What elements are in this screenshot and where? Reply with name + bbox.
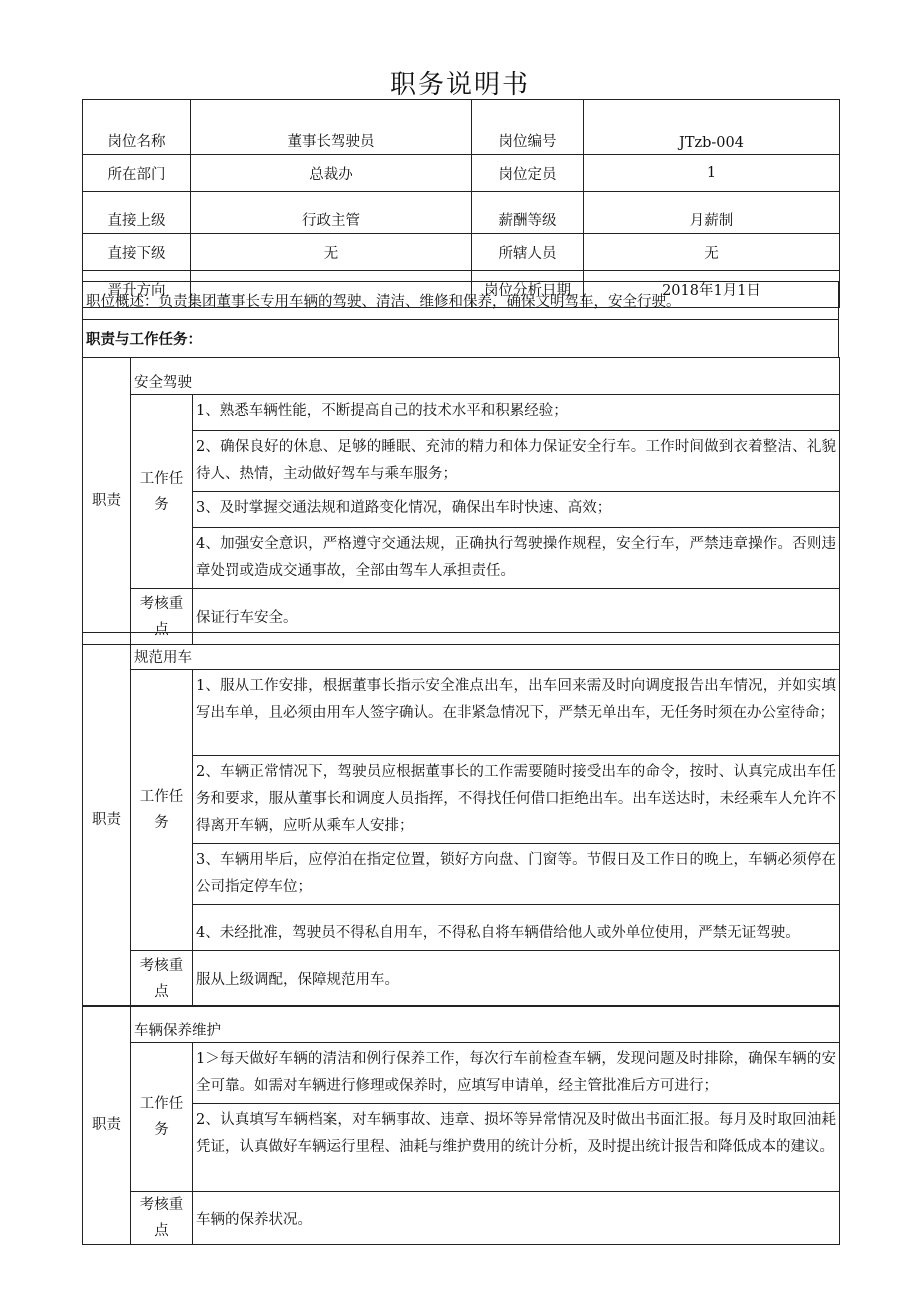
label-headcount: 岗位定员 bbox=[472, 155, 584, 192]
assessment-label: 考核重点 bbox=[131, 951, 193, 1007]
value-headcount: 1 bbox=[584, 155, 840, 192]
section-title: 车辆保养维护 bbox=[131, 1006, 840, 1043]
tasks-label: 工作任务 bbox=[131, 1043, 193, 1192]
value-supervisor: 行政主管 bbox=[191, 192, 472, 234]
task-item: 2、确保良好的休息、足够的睡眠、充沛的精力和体力保证安全行车。工作时间做到衣着整洁、礼貌待人、热情，主动做好驾车与乘车服务； bbox=[193, 431, 840, 492]
assessment-value: 车辆的保养状况。 bbox=[193, 1192, 840, 1245]
value-managed-staff: 无 bbox=[584, 234, 840, 271]
label-position-name: 岗位名称 bbox=[83, 100, 191, 155]
assessment-value: 保证行车安全。 bbox=[193, 589, 840, 645]
label-salary-grade: 薪酬等级 bbox=[472, 192, 584, 234]
label-position-code: 岗位编号 bbox=[472, 100, 584, 155]
task-item: 1、服从工作安排，根据董事长指示安全准点出车，出车回来需及时向调度报告出车情况，并如实填写出车单，且必须由用车人签字确认。在非紧急情况下，严禁无单出车，无任务时须在办公室待命； bbox=[193, 670, 840, 756]
info-row bbox=[83, 192, 840, 234]
task-item: 1、熟悉车辆性能，不断提高自己的技术水平和积累经验； bbox=[193, 395, 840, 431]
value-position-code: JTzb-004 bbox=[584, 100, 840, 155]
tasks-label: 工作任务 bbox=[131, 670, 193, 951]
section-title: 安全驾驶 bbox=[131, 358, 840, 395]
info-row bbox=[83, 100, 840, 155]
position-overview: 职位概述：负责集团董事长专用车辆的驾驶、清洁、维修和保养，确保文明驾车，安全行驶。 bbox=[83, 282, 839, 320]
label-promotion: 晋升方向 bbox=[83, 271, 191, 308]
duty-label: 职责 bbox=[83, 1006, 131, 1245]
assessment-label: 考核重点 bbox=[131, 1192, 193, 1245]
duty-label: 职责 bbox=[83, 358, 131, 645]
value-position-name: 董事长驾驶员 bbox=[191, 100, 472, 155]
task-item: 2、车辆正常情况下，驾驶员应根据董事长的工作需要随时接受出车的命令，按时、认真完成出车任务和要求，服从董事长和调度人员指挥，不得找任何借口拒绝出车。出车送达时，未经乘车人允许不得离开车辆，应听从乘车人安排； bbox=[193, 756, 840, 844]
duty-section bbox=[82, 357, 840, 645]
task-item: 3、及时掌握交通法规和道路变化情况，确保出车时快速、高效； bbox=[193, 492, 840, 528]
task-item: 4、加强安全意识，严格遵守交通法规，正确执行驾驶操作规程，安全行车，严禁违章操作。否则违章处罚或造成交通事故，全部由驾车人承担责任。 bbox=[193, 528, 840, 589]
overview-table bbox=[82, 281, 839, 358]
label-department: 所在部门 bbox=[83, 155, 191, 192]
label-supervisor: 直接上级 bbox=[83, 192, 191, 234]
info-table bbox=[82, 99, 840, 308]
info-row bbox=[83, 155, 840, 192]
duties-heading: 职责与工作任务： bbox=[83, 320, 839, 358]
value-analysis-date: 2018年1月1日 bbox=[584, 271, 840, 308]
value-department: 总裁办 bbox=[191, 155, 472, 192]
task-item: 1＞每天做好车辆的清洁和例行保养工作，每次行车前检查车辆，发现问题及时排除，确保车辆的安全可靠。如需对车辆进行修理或保养时，应填写申请单，经主管批准后方可进行； bbox=[193, 1043, 840, 1104]
tasks-label: 工作任务 bbox=[131, 395, 193, 589]
duty-section bbox=[82, 1005, 840, 1245]
task-item: 3、车辆用毕后，应停泊在指定位置，锁好方向盘、门窗等。节假日及工作日的晚上，车辆必须停在公司指定停车位； bbox=[193, 844, 840, 905]
section-title: 规范用车 bbox=[131, 633, 840, 670]
info-row bbox=[83, 234, 840, 271]
label-managed-staff: 所辖人员 bbox=[472, 234, 584, 271]
label-analysis-date: 岗位分析日期 bbox=[472, 271, 584, 308]
assessment-label: 考核重点 bbox=[131, 589, 193, 645]
duty-label: 职责 bbox=[83, 633, 131, 1007]
duty-section bbox=[82, 632, 840, 1007]
task-item: 4、未经批准，驾驶员不得私自用车，不得私自将车辆借给他人或外单位使用，严禁无证驾驶。 bbox=[193, 905, 840, 951]
label-subordinate: 直接下级 bbox=[83, 234, 191, 271]
value-salary-grade: 月薪制 bbox=[584, 192, 840, 234]
value-subordinate: 无 bbox=[191, 234, 472, 271]
page-title: 职务说明书 bbox=[389, 70, 530, 100]
assessment-value: 服从上级调配，保障规范用车。 bbox=[193, 951, 840, 1007]
task-item: 2、认真填写车辆档案，对车辆事故、违章、损坏等异常情况及时做出书面汇报。每月及时取回油耗凭证，认真做好车辆运行里程、油耗与维护费用的统计分析，及时提出统计报告和降低成本的建议。 bbox=[193, 1104, 840, 1192]
